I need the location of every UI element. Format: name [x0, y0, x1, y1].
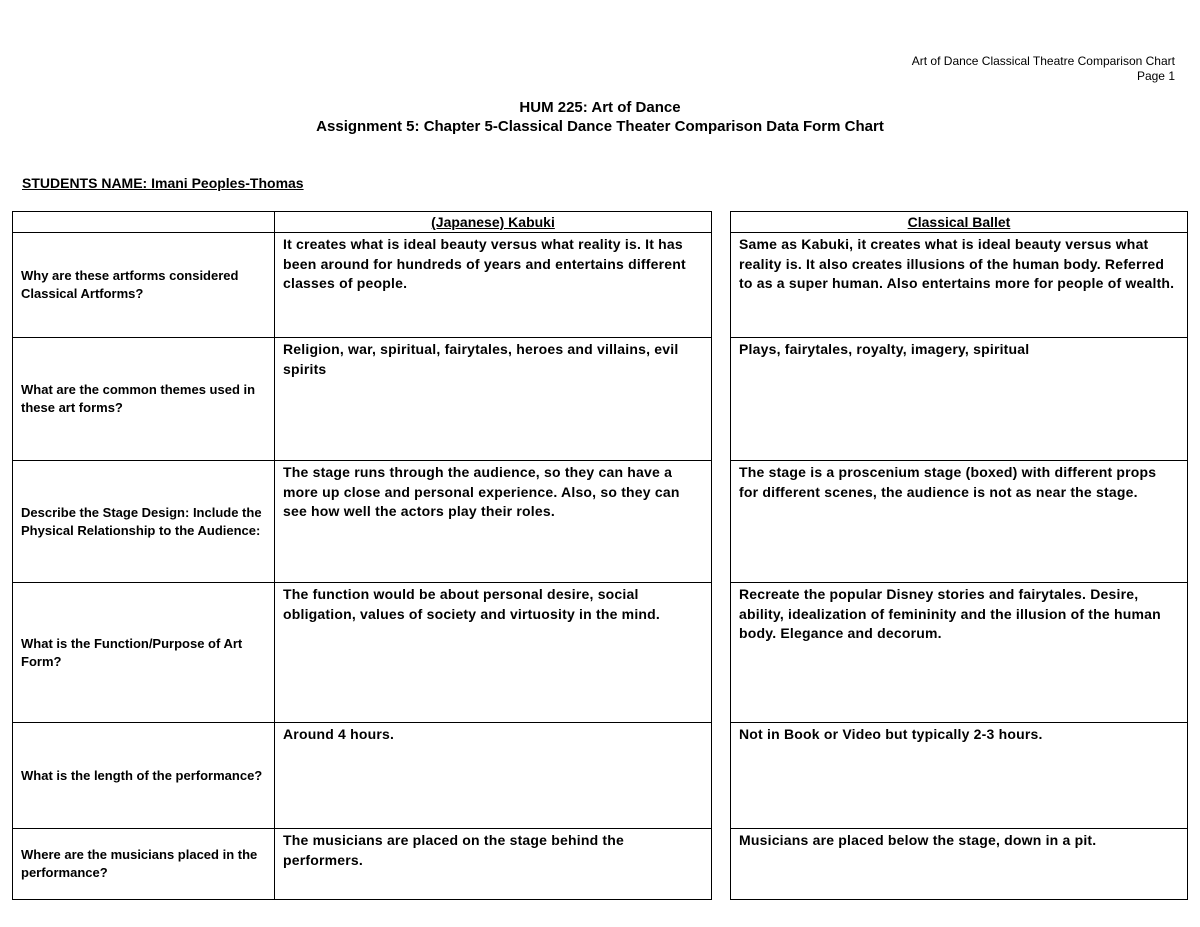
ballet-comparison-table [730, 211, 1188, 900]
table-row [731, 723, 1188, 829]
table-row [13, 583, 712, 723]
ballet-answer-cell: Plays, fairytales, royalty, imagery, spiritual [731, 338, 1188, 461]
table-row [13, 233, 712, 338]
kabuki-answer-cell: Around 4 hours. [275, 723, 712, 829]
table-row [13, 461, 712, 583]
kabuki-answer-cell: The stage runs through the audience, so they can have a more up close and personal experience. Also, so they can see how well the actors play their roles. [275, 461, 712, 583]
table-row [731, 338, 1188, 461]
table-row [13, 829, 712, 900]
page-header [912, 54, 1175, 84]
question-cell: What are the common themes used in these art forms? [13, 338, 275, 461]
question-cell: What is the Function/Purpose of Art Form? [13, 583, 275, 723]
table-row [731, 461, 1188, 583]
table-row [731, 829, 1188, 900]
table-row [13, 338, 712, 461]
header-page-number: Page 1 [1136, 69, 1175, 83]
question-cell: What is the length of the performance? [13, 723, 275, 829]
table-row [731, 583, 1188, 723]
ballet-answer-cell: Musicians are placed below the stage, down in a pit. [731, 829, 1188, 900]
kabuki-answer-cell: It creates what is ideal beauty versus what reality is. It has been around for hundreds of years and entertains different classes of people. [275, 233, 712, 338]
table-header-row [13, 212, 712, 233]
table-header-row [731, 212, 1188, 233]
question-column-header [13, 212, 275, 233]
ballet-answer-cell: The stage is a proscenium stage (boxed) with different props for different scenes, the audience is not as near the stage. [731, 461, 1188, 583]
table-row [13, 723, 712, 829]
student-name: STUDENTS NAME: Imani Peoples-Thomas [22, 175, 304, 191]
document-title [0, 98, 1200, 136]
ballet-answer-cell: Not in Book or Video but typically 2-3 hours. [731, 723, 1188, 829]
ballet-answer-cell: Same as Kabuki, it creates what is ideal beauty versus what reality is. It also creates illusions of the human body. Referred to as a super human. Also entertains more for people of wealth. [731, 233, 1188, 338]
question-cell: Why are these artforms considered Classical Artforms? [13, 233, 275, 338]
kabuki-answer-cell: Religion, war, spiritual, fairytales, heroes and villains, evil spirits [275, 338, 712, 461]
ballet-answer-cell: Recreate the popular Disney stories and fairytales. Desire, ability, idealization of femininity and the illusion of the human body. Elegance and decorum. [731, 583, 1188, 723]
course-title: HUM 225: Art of Dance [519, 99, 681, 116]
assignment-title: Assignment 5: Chapter 5-Classical Dance Theater Comparison Data Form Chart [316, 118, 884, 135]
ballet-column-header: Classical Ballet [731, 212, 1188, 233]
kabuki-answer-cell: The musicians are placed on the stage behind the performers. [275, 829, 712, 900]
table-row [731, 233, 1188, 338]
header-doc-title: Art of Dance Classical Theatre Comparison Chart [911, 54, 1175, 68]
kabuki-answer-cell: The function would be about personal desire, social obligation, values of society and virtuosity in the mind. [275, 583, 712, 723]
question-cell: Where are the musicians placed in the performance? [13, 829, 275, 900]
kabuki-column-header: (Japanese) Kabuki [275, 212, 712, 233]
question-cell: Describe the Stage Design: Include the Physical Relationship to the Audience: [13, 461, 275, 583]
kabuki-comparison-table [12, 211, 712, 900]
